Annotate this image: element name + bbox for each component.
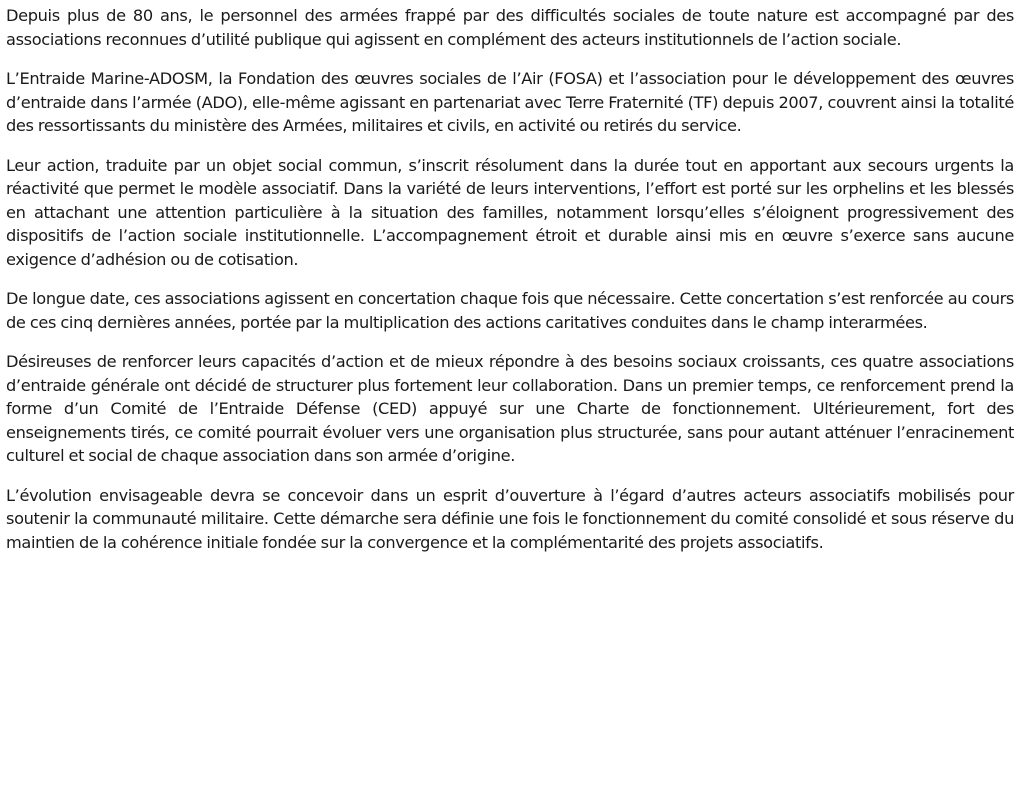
paragraph-concertation: De longue date, ces associations agissent en concertation chaque fois que nécessaire. Cette concertation s’est renforcée au cours de ces cinq dernières années, portée par la multiplication des actions caritatives conduites dans le champ interarmées.: [6, 289, 1014, 332]
paragraph-action: Leur action, traduite par un objet social commun, s’inscrit résolument dans la durée tout en apportant aux secours urgents la réactivité que permet le modèle associatif. Dans la variété de leurs interventions, l’effort est porté sur les orphelins et les blessés en attachant une attention particulière à la situation des familles, notamment lorsqu’elles s’éloignent progressivement des dispositifs de l’action sociale institutionnelle. L’accompagnement étroit et durable ainsi mis en œuvre s’exerce sans aucune exigence d’adhésion ou de cotisation.: [6, 155, 1014, 269]
paragraph-committee: Désireuses de renforcer leurs capacités d’action et de mieux répondre à des besoins sociaux croissants, ces quatre associations d’entraide générale ont décidé de structurer plus fortement leur collaboration. Dans un premier temps, ce renforcement prend la forme d’un Comité de l’Entraide Défense (CED) appuyé sur une Charte de fonctionnement. Ultérieurement, fort des enseignements tirés, ce comité pourrait évoluer vers une organisation plus structurée, sans pour autant atténuer l’enracinement culturel et social de chaque association dans son armée d’origine.: [6, 352, 1014, 465]
paragraph-evolution: L’évolution envisageable devra se concevoir dans un esprit d’ouverture à l’égard d’autres acteurs associatifs mobilisés pour soutenir la communauté militaire. Cette démarche sera définie une fois le fonctionnement du comité consolidé et sous réserve du maintien de la cohérence initiale fondée sur la convergence et la complémentarité des projets associatifs.: [6, 485, 1014, 552]
paragraph-intro: Depuis plus de 80 ans, le personnel des armées frappé par des difficultés sociales de toute nature est accompagné par des associations reconnues d’utilité publique qui agissent en complément des acteurs institutionnels de l’action sociale.: [6, 6, 1014, 49]
paragraph-associations: L’Entraide Marine-ADOSM, la Fondation des œuvres sociales de l’Air (FOSA) et l’association pour le développement des œuvres d’entraide dans l’armée (ADO), elle-même agissant en partenariat avec Terre Fraternité (TF) depuis 2007, couvrent ainsi la totalité des ressortissants du ministère des Armées, militaires et civils, en activité ou retirés du service.: [6, 69, 1014, 135]
